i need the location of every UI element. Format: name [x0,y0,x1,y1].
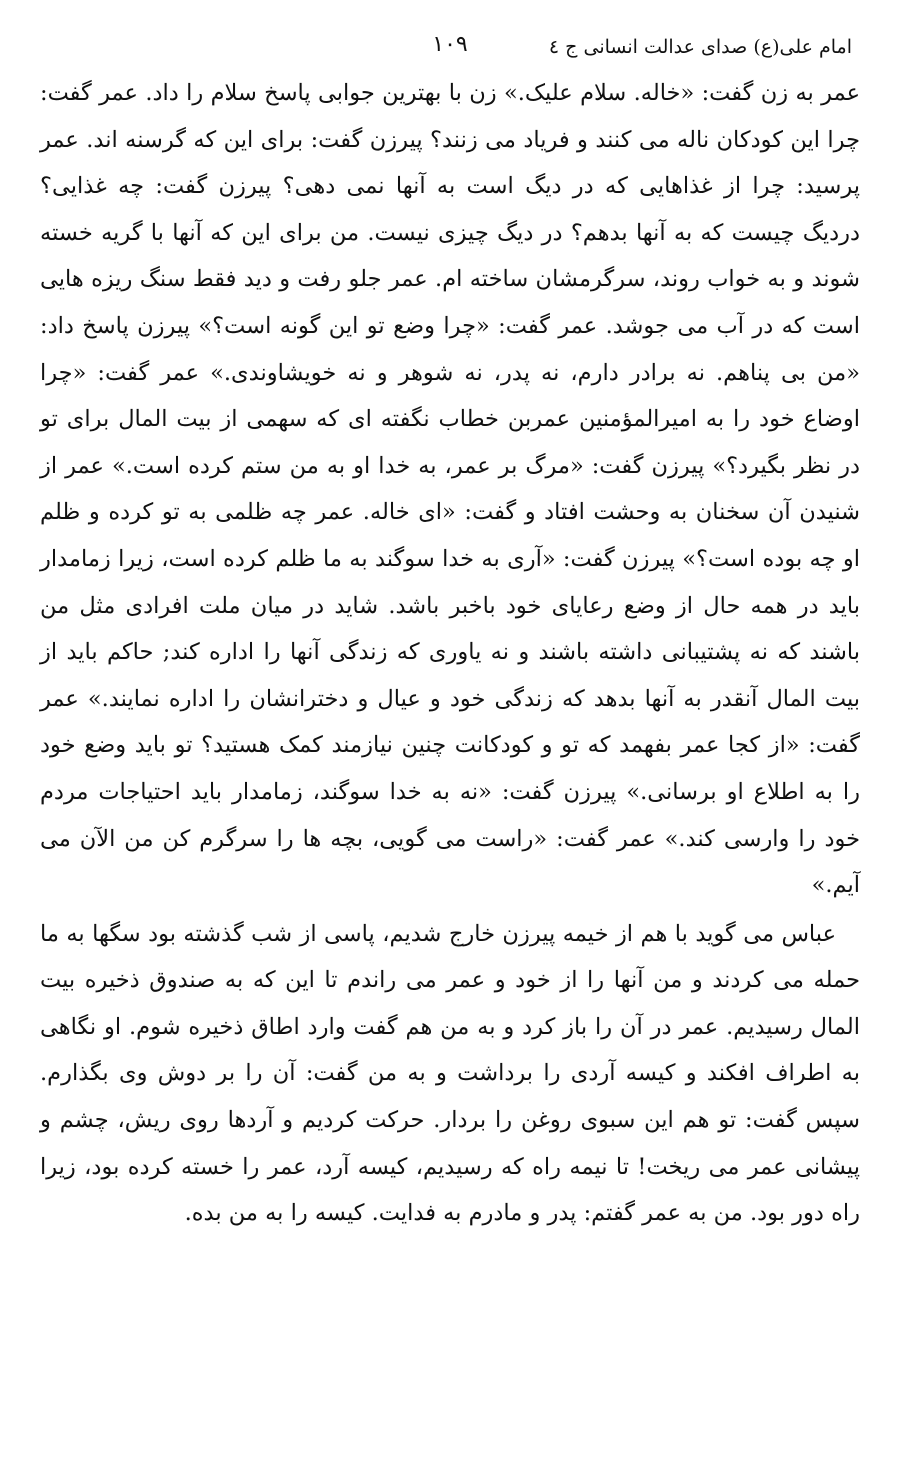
paragraph-dialogue: عمر به زن گفت: «خاله. سلام علیک.» زن با بهترین جوابی پاسخ سلام را داد. عمر گفت: چرا این کودکان ناله می کنند و فریاد می زنند؟ پیرزن گفت: برای این که گرسنه اند. عمر پرسید: چرا از غذاهایی که در دیگ است به آنها نمی دهی؟ پیرزن گفت: چه غذایی؟ دردیگ چیست که به آنها بدهم؟ در دیگ چیزی نیست. من برای این که آنها با گریه خسته شوند و به خواب روند، سرگرمشان ساخته ام. عمر جلو رفت و دید فقط سنگ ریزه هایی است که در آب می جوشد. عمر گفت: «چرا وضع تو این گونه است؟» پیرزن پاسخ داد: «من بی پناهم. نه برادر دارم، نه پدر، نه شوهر و نه خویشاوندی.» عمر گفت: «چرا اوضاع خود را به امیرالمؤمنین عمربن خطاب نگفته ای که سهمی از بیت المال برای تو در نظر بگیرد؟» پیرزن گفت: «مرگ بر عمر، به خدا او به من ستم کرده است.» عمر از شنیدن آن سخنان به وحشت افتاد و گفت: «ای خاله. عمر چه ظلمی به تو کرده و ظلم او چه بوده است؟» پیرزن گفت: «آری به خدا سوگند به ما ظلم کرده است، زیرا زمامدار باید در همه حال از وضع رعایای خود باخبر باشد. شاید در میان ملت افرادی مثل من باشند که نه پشتیبانی داشته باشند و نه یاوری که زندگی آنها را اداره کند; حاکم باید از بیت المال آنقدر به آنها بدهد که زندگی خود و عیال و دخترانشان را اداره نمایند.» عمر گفت: «از کجا عمر بفهمد که تو و کودکانت چنین نیازمند کمک هستید؟ تو باید وضع خود را به اطلاع او برسانی.» پیرزن گفت: «نه به خدا سوگند، زمامدار باید احتیاجات مردم خود را وارسی کند.» عمر گفت: «راست می گویی، بچه ها را سرگرم کن من الآن می آیم.» [40,80,860,899]
page-number: ١٠٩ [432,32,468,57]
page-header [40,30,860,70]
running-title: امام علی(ع) صدای عدالت انسانی ج ٤ [548,36,852,58]
body-text [40,70,860,1237]
paragraph-narration: عباس می گوید با هم از خیمه پیرزن خارج شدیم، پاسی از شب گذشته بود سگها به ما حمله می کردند و من آنها را از خود و عمر می راندم تا این که به صندوق ذخیره بیت المال رسیدیم. عمر در آن را باز کرد و به من هم گفت وارد اطاق ذخیره شوم. او نگاهی به اطراف افکند و کیسه آردی را برداشت و به من گفت: آن را بر دوش وی بگذارم. سپس گفت: تو هم این سبوی روغن را بردار. حرکت کردیم و آردها روی ریش، چشم و پیشانی عمر می ریخت! تا نیمه راه که رسیدیم، کیسه آرد، عمر را خسته کرده بود، زیرا راه دور بود. من به عمر گفتم: پدر و مادرم به فدایت. کیسه را به من بده. [40,920,860,1227]
